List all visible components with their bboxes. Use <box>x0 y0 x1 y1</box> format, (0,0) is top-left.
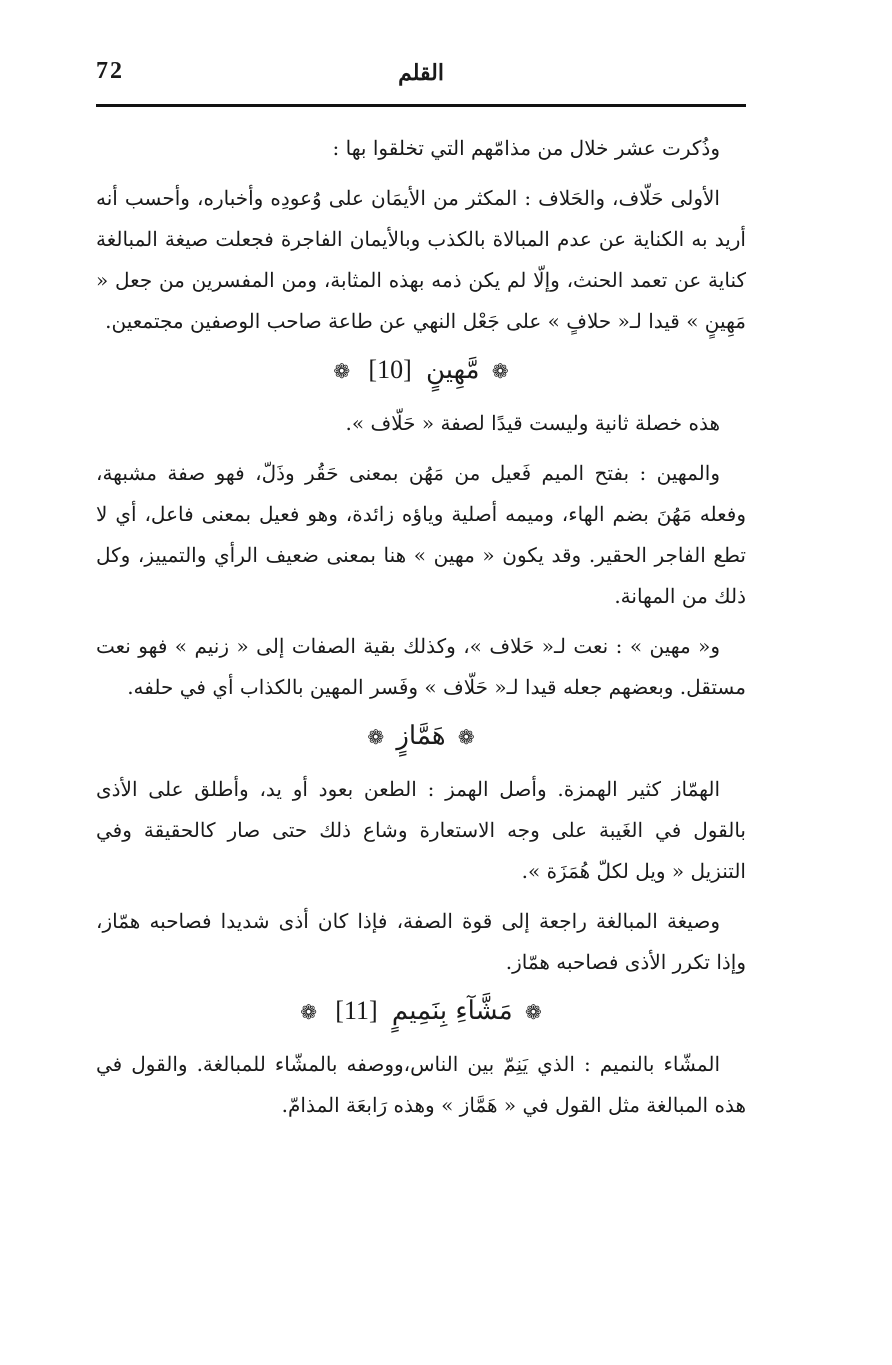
heading-word: مَّهِينٍ <box>426 355 480 385</box>
verse-number: [11] <box>335 996 378 1025</box>
verse-heading-10 <box>96 348 746 393</box>
ornament-right-icon: ❁ <box>491 359 509 383</box>
heading-word: هَمَّازٍ <box>396 721 446 751</box>
paragraph-1: وذُكرت عشر خلال من مذامّهم التي تخلقوا بها : <box>332 136 720 160</box>
verse-number: [10] <box>368 355 412 384</box>
page-number: 72 <box>96 58 124 84</box>
header-rule <box>96 104 746 107</box>
paragraph-6: الهمّاز كثير الهمزة. وأصل الهمز : الطعن بعود أو يد، وأطلق على الأذى بالقول في الغَيبة على وجه الاستعارة وشاع ذلك حتى صار كالحقيقة وفي التنزيل « ويل لكلّ هُمَزَة ». <box>96 777 746 883</box>
paragraph-4: والمهين : بفتح الميم فَعيل من مَهُن بمعنى حَقُر وذَلّ، فهو صفة مشبهة، وفعله مَهُنَ بضم الهاء، وميمه أصلية وياؤه زائدة، وهو فعيل بمعنى فاعل، أي لا تطع الفاجر الحقير. وقد يكون « مهين » هنا بمعنى ضعيف الرأي والتمييز، وكل ذلك من المهانة. <box>96 461 746 608</box>
paragraph-3: هذه خصلة ثانية وليست قيدًا لصفة « حَلّاف ». <box>345 411 720 435</box>
ornament-left-icon: ❁ <box>367 725 385 749</box>
ornament-left-icon: ❁ <box>333 359 351 383</box>
body-text <box>96 128 746 1126</box>
word-heading-hammaz <box>96 714 746 759</box>
paragraph-5: و« مهين » : نعت لـ« حَلاف »، وكذلك بقية الصفات إلى « زنيم » فهو نعت مستقل. وبعضهم جعله قيدا لـ« حَلّاف » وفَسر المهين بالكذاب أي في حلفه. <box>96 634 746 699</box>
heading-word: مَشَّآءِ بِنَمِيمٍ <box>391 996 513 1026</box>
paragraph-7: وصيغة المبالغة راجعة إلى قوة الصفة، فإذا كان أذى شديدا فصاحبه همّاز، وإذا تكرر الأذى فصاحبه همّاز. <box>96 909 746 974</box>
verse-heading-11 <box>96 989 746 1034</box>
paragraph-8: المشّاء بالنميم : الذي يَنِمّ بين الناس،ووصفه بالمشّاء للمبالغة. والقول في هذه المبالغة مثل القول في « هَمَّاز » وهذه رَابعَة المذامّ. <box>96 1052 746 1117</box>
paragraph-2: الأولى حَلّاف، والحَلاف : المكثر من الأيمَان على وُعودِه وأخباره، وأحسب أنه أريد به الكناية عن عدم المبالاة بالكذب وبالأيمان الفاجرة فجعلت صيغة المبالغة كناية عن تعمد الحنث، وإلّا لم يكن ذمه بهذه المثابة، ومن المفسرين من جعل « مَهِينٍ » قيدا لـ« حلافٍ » على جَعْل النهي عن طاعة صاحب الوصفين مجتمعين. <box>96 186 746 333</box>
ornament-right-icon: ❁ <box>524 1000 542 1024</box>
running-title: القلم <box>398 60 444 86</box>
ornament-left-icon: ❁ <box>300 1000 318 1024</box>
page-header <box>96 58 746 100</box>
ornament-right-icon: ❁ <box>457 725 475 749</box>
